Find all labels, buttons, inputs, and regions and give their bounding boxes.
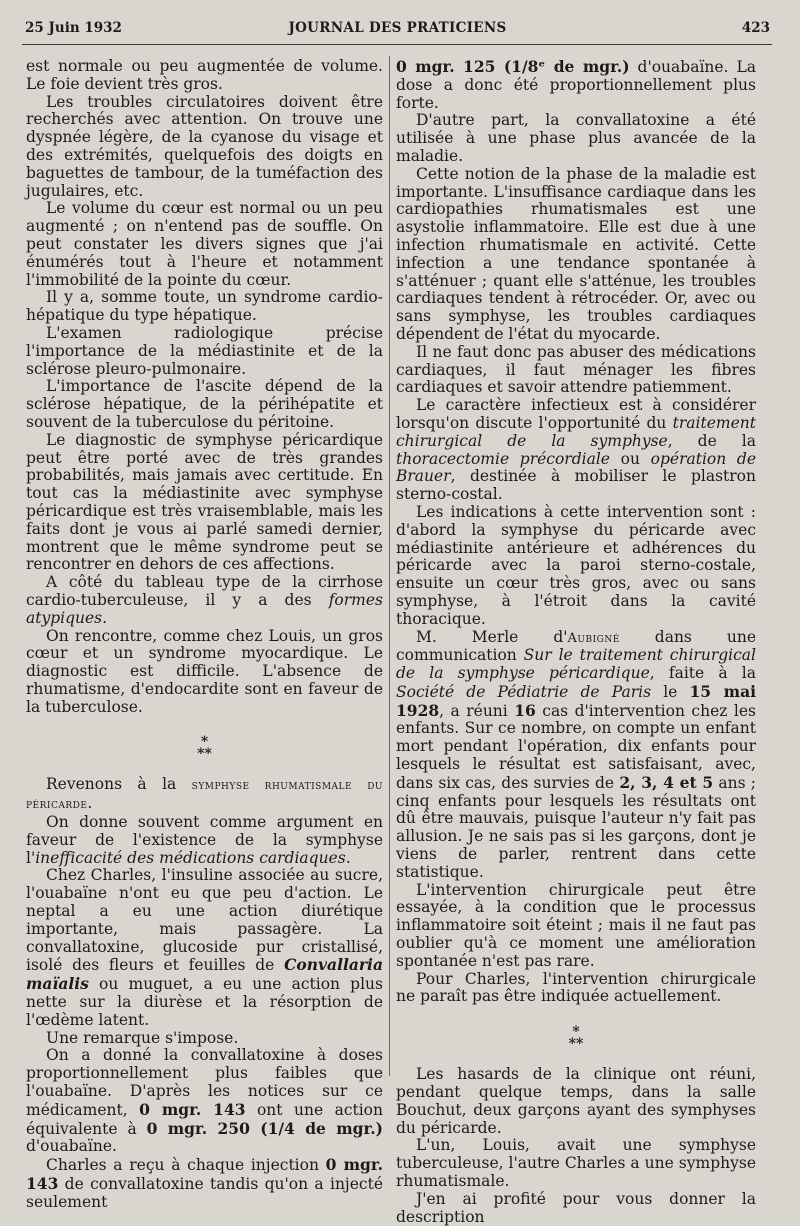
text-run: A côté du tableau type de la cirrhose cardio-tuberculeuse, il y a des	[26, 573, 383, 609]
small-caps-heading: symphyse rhumatismale du péricarde	[26, 778, 384, 813]
paragraph	[396, 397, 756, 504]
paragraph: L'un, Louis, avait une symphyse tuberculeuse, l'autre Charles a une symphyse rhumatismale.	[396, 1136, 756, 1191]
paragraph: Les hasards de la clinique ont réuni, pendant quelque temps, dans la salle Bouchut, deux garçons ayant des symphyses du péricarde.	[396, 1065, 756, 1137]
paragraph	[26, 574, 383, 627]
paragraph: L'importance de l'ascite dépend de la sclérose hépatique, de la périhépatite et souvent de la tuberculose du péritoine.	[26, 377, 383, 431]
text-run: le	[651, 682, 690, 701]
bold-value: 0 mgr. 143	[139, 1099, 246, 1119]
text-run: .	[345, 848, 351, 867]
text-run: ou muguet, a eu une action plus nette sur la diurèse et la résorption de l'œdème latent.	[26, 975, 383, 1029]
text-run: .	[102, 608, 108, 627]
bold-value: 0 mgr. 125 (1/8ᵉ de mgr.)	[396, 57, 630, 76]
paragraph	[26, 814, 383, 867]
text-run: d'ouabaïne. La dose a donc été proportionnellement plus forte.	[396, 58, 756, 112]
asterisk-top: *	[572, 1024, 580, 1041]
bold-value: 0 mgr. 250 (1/4 de mgr.)	[146, 1118, 383, 1138]
paragraph	[26, 1156, 383, 1211]
text-run: cas d'intervention chez les enfants. Sur ce nombre, on compte un enfant mort pendant l'opération, dix enfants pour lesquels le résultat est satisfaisant, avec, dans six cas, des survies de	[396, 701, 756, 792]
paragraph	[26, 1047, 383, 1156]
paragraph: Pour Charles, l'intervention chirurgicale ne paraît pas être indiquée actuellement.	[396, 969, 756, 1006]
text-run: ou	[609, 449, 651, 468]
bold-value: 15 mai 1928	[396, 681, 757, 720]
emphasis: Société de Pédiatrie de Paris	[396, 682, 652, 701]
bold-value: 2, 3, 4 et 5	[619, 772, 714, 792]
paragraph: D'autre part, la convallatoxine a été utilisée à une phase plus avancée de la maladie.	[396, 111, 756, 165]
paragraph: Une remarque s'impose.	[46, 1028, 239, 1047]
emphasis: traitement chirurgical de la symphyse	[396, 413, 756, 450]
emphasis: formes atypiques	[26, 590, 383, 627]
paragraph	[26, 776, 383, 814]
text-run: ans ; cinq enfants pour lesquels les résultats ont dû être mauvais, puisque l'auteur n'y fait pas allusion. Je ne sais pas si les garçons, dont je viens de parler, rentrent dans cette statistique.	[396, 773, 757, 881]
text-run: On donne souvent comme argument en faveur de l'existence de la symphyse l'	[26, 813, 383, 867]
author-name: Aubigné	[567, 630, 620, 646]
text-run: , destinée à mobiliser le plastron sterno-costal.	[396, 467, 756, 504]
text-run: d'ouabaïne.	[26, 1137, 117, 1156]
paragraph: Cette notion de la phase de la maladie est importante. L'insuffisance cardiaque dans les cardiopathies rhumatismales est une asystolie inflammatoire. Elle est due à une infection rhumatismale en activité. Cette infection a une tendance spontanée à s'atténuer ; quant elle s'atténue, les troubles cardiaques tendent à rétrocéder. Or, avec ou sans symphyse, les troubles cardiaques dépendent de l'état du myocarde.	[396, 164, 756, 343]
text-run: .	[87, 794, 93, 813]
paragraph: Le diagnostic de symphyse péricardique peut être porté avec de très grandes probabilités, mais jamais avec certitude. En tout cas la médiastinite avec symphyse péricardique est très vraisemblable, mais les faits dont je vous ai parlé samedi dernier, montrent que le même syndrome peut se rencontrer en dehors de ces affections.	[26, 430, 383, 574]
text-run: de convallatoxine tandis qu'on a injecté seulement	[26, 1175, 383, 1211]
text-run: , a réuni	[439, 701, 515, 720]
emphasis: inefficacité des médications cardiaques	[35, 848, 346, 867]
paragraph: Le volume du cœur est normal ou un peu augmenté ; on n'entend pas de souffle. On peut constater les divers signes que j'ai énumérés tout à l'heure et notamment l'immobilité de la pointe du cœur.	[26, 199, 383, 289]
emphasis: Sur le traitement chirurgical de la symphyse péricardique	[396, 646, 756, 683]
text-run: On a donné la convallatoxine à doses proportionnellement plus faibles que l'ouabaïne. D'après les notices sur ce médicament,	[26, 1046, 383, 1119]
text-run: dans une communication	[396, 627, 757, 665]
emphasis: thoracectomie précordiale	[396, 449, 610, 468]
paragraph: Il y a, somme toute, un syndrome cardio-hépatique du type hépatique.	[26, 288, 383, 325]
column-divider	[389, 56, 390, 1076]
running-header	[25, 20, 770, 40]
emphasis: Convallaria maïalis	[26, 955, 383, 994]
paragraph: est normale ou peu augmentée de volume. Le foie devient très gros.	[26, 57, 383, 93]
section-separator	[26, 734, 383, 763]
header-rule	[22, 44, 772, 45]
asterisk-bottom: **	[197, 746, 212, 763]
bold-value: 16	[514, 700, 536, 720]
asterisk-bottom: **	[568, 1036, 584, 1053]
right-column	[396, 58, 756, 1226]
journal-title: JOURNAL DES PRATICIENS	[288, 20, 507, 36]
issue-date: 25 Juin 1932	[25, 20, 122, 36]
text-run: , de la	[667, 431, 756, 450]
paragraph	[396, 58, 756, 112]
paragraph: L'intervention chirurgicale peut être essayée, à la condition que le processus inflammatoire soit éteint ; mais il ne faut pas oublier qu'à ce moment une amélioration spontanée n'est pas rare.	[396, 880, 756, 970]
paragraph: Il ne faut donc pas abuser des médications cardiaques, il faut ménager les fibres cardiaques et savoir attendre patiemment.	[396, 342, 756, 397]
page-number: 423	[741, 20, 770, 36]
section-separator	[396, 1024, 756, 1053]
text-run: , faite à la	[649, 664, 756, 683]
paragraph	[396, 629, 756, 882]
bold-value: 0 mgr. 143	[26, 1155, 383, 1194]
text-run: M. Merle d'	[416, 627, 568, 646]
paragraph: Les troubles circulatoires doivent être recherchés avec attention. On trouve une dyspnée légère, de la cyanose du visage et des extrémités, quelquefois des doigts en baguettes de tambour, de la tuméfaction des jugulaires, etc.	[26, 92, 383, 200]
text-run: Chez Charles, l'insuline associée au sucre, l'ouabaïne n'ont eu que peu d'action. Le neptal a eu une action diurétique importante, mais passagère. La convallatoxine, glucoside pur cristallisé, isolé des fleurs et feuilles de	[26, 866, 383, 975]
text-run: Le caractère infectieux est à considérer lorsqu'on discute l'opportunité du	[396, 396, 756, 432]
text-run: Charles a reçu à chaque injection	[46, 1156, 326, 1175]
left-column	[26, 58, 383, 1212]
paragraph: J'en ai profité pour vous donner la description	[396, 1189, 756, 1226]
asterisk-top: *	[200, 734, 209, 751]
paragraph: On rencontre, comme chez Louis, un gros cœur et un syndrome myocardique. Le diagnostic est difficile. L'absence de rhumatisme, d'endocardite sont en faveur de la tuberculose.	[26, 626, 383, 716]
paragraph	[26, 867, 383, 1029]
paragraph: L'examen radiologique précise l'importance de la médiastinite et de la sclérose pleuro-pulmonaire.	[26, 323, 383, 378]
text-run: ont une action équivalente à	[26, 1100, 383, 1138]
paragraph: Les indications à cette intervention sont : d'abord la symphyse du péricarde avec médiastinite antérieure et adhérences du péricarde avec la paroi sterno-costale, ensuite un cœur très gros, avec ou sans symphyse, à l'étroit dans la cavité thoracique.	[396, 502, 756, 628]
text-run: Revenons à la	[46, 775, 192, 794]
emphasis: opération de Brauer	[396, 449, 756, 486]
